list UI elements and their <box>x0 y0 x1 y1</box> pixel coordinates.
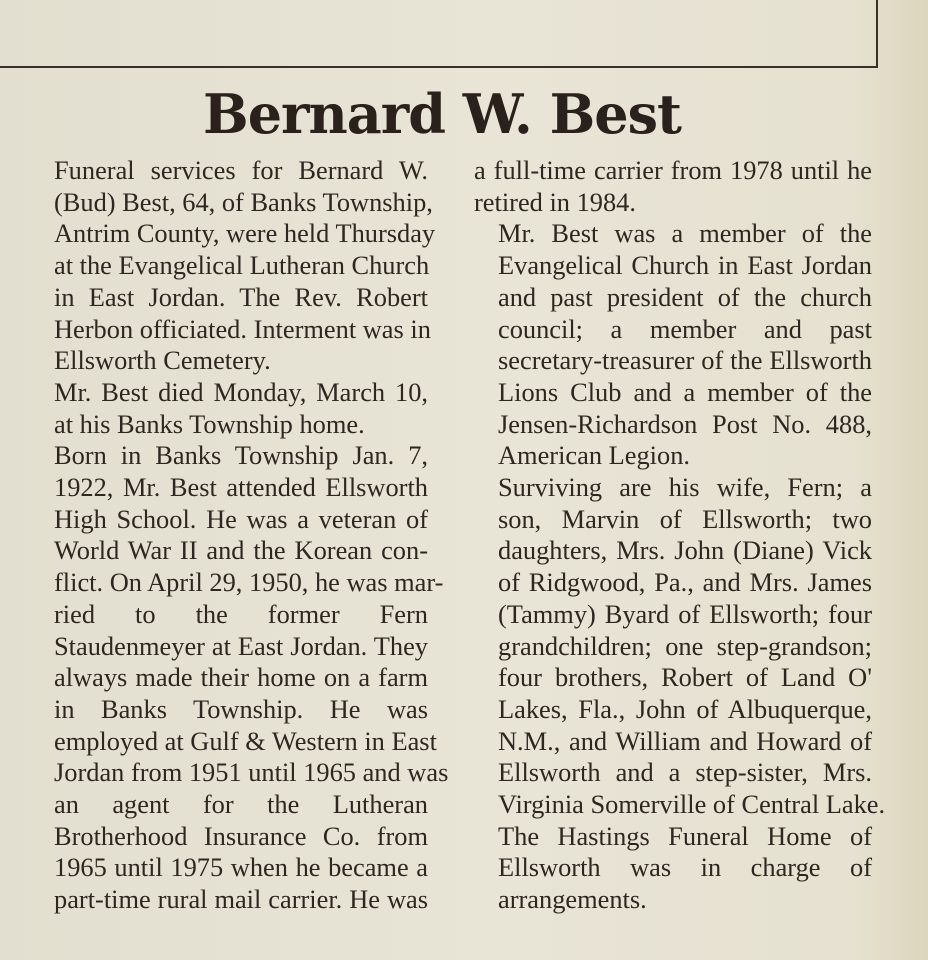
text-line: council; a member and past <box>498 313 872 344</box>
text-line: Born in Banks Township Jan. 7, <box>54 440 428 471</box>
text-line: The Hastings Funeral Home of <box>498 820 872 851</box>
text-line: Evangelical Church in East Jordan <box>498 250 872 281</box>
text-line: Brotherhood Insurance Co. from <box>54 820 428 851</box>
text-line: Surviving are his wife, Fern; a <box>498 472 872 503</box>
text-line: (Tammy) Byard of Ellsworth; four <box>498 598 872 629</box>
text-line: High School. He was a veteran of <box>54 503 428 534</box>
text-line: Antrim County, were held Thursday <box>54 218 436 249</box>
text-line: World War II and the Korean con- <box>54 535 428 566</box>
text-line: American Legion. <box>498 440 690 471</box>
text-line: part-time rural mail carrier. He was <box>54 884 428 915</box>
text-line: son, Marvin of Ellsworth; two <box>498 503 872 534</box>
paragraph-death <box>30 377 428 440</box>
text-line: a full-time carrier from 1978 until he <box>474 155 872 185</box>
paragraph-funeral-services <box>30 155 436 377</box>
text-line: at his Banks Township home. <box>54 408 365 439</box>
text-line: in East Jordan. The Rev. Robert <box>54 281 428 312</box>
text-line: Lions Club and a member of the <box>498 376 872 407</box>
previous-article-border <box>0 0 878 68</box>
text-line: an agent for the Lutheran <box>54 789 428 820</box>
text-line: 1922, Mr. Best attended Ellsworth <box>54 472 428 503</box>
text-line: Herbon officiated. Interment was in <box>54 313 431 344</box>
text-line: Ellsworth and a step-sister, Mrs. <box>498 757 872 788</box>
text-line: retired in 1984. <box>474 186 636 217</box>
text-line: grandchildren; one step-grandson; <box>498 630 872 661</box>
text-line: N.M., and William and Howard of <box>498 725 872 756</box>
paragraph-survivors <box>474 472 886 821</box>
text-line: in Banks Township. He was <box>54 693 428 724</box>
paragraph-arrangements <box>474 821 872 916</box>
text-line: at the Evangelical Lutheran Church <box>54 250 430 281</box>
text-line: (Bud) Best, 64, of Banks Township, <box>54 186 433 217</box>
text-line: flict. On April 29, 1950, he was mar- <box>54 567 444 598</box>
text-line: arrangements. <box>498 884 647 915</box>
text-line: ried to the former Fern <box>54 598 428 629</box>
paragraph-memberships <box>474 218 872 472</box>
text-line: Staudenmeyer at East Jordan. They <box>54 630 428 661</box>
text-line: always made their home on a farm <box>54 662 428 693</box>
text-line: Jensen-Richardson Post No. 488, <box>498 408 872 439</box>
text-line: of Ridgwood, Pa., and Mrs. James <box>498 567 872 598</box>
text-line: daughters, Mrs. John (Diane) Vick <box>498 535 872 566</box>
text-line: Mr. Best was a member of the <box>498 218 872 249</box>
text-line: employed at Gulf & Western in East <box>54 725 437 756</box>
paragraph-biography-continued <box>474 155 872 218</box>
text-line: Mr. Best died Monday, March 10, <box>54 376 428 407</box>
text-line: 1965 until 1975 when he became a <box>54 852 428 883</box>
paragraph-biography <box>30 440 449 916</box>
text-line: Ellsworth Cemetery. <box>54 345 271 376</box>
text-line: Ellsworth was in charge of <box>498 852 872 883</box>
text-line: Funeral services for Bernard W. <box>54 155 428 185</box>
text-line: Virginia Somerville of Central Lake. <box>498 789 886 820</box>
text-line: Jordan from 1951 until 1965 and was <box>54 757 449 788</box>
text-line: secretary-treasurer of the Ellsworth <box>498 345 872 376</box>
right-column <box>474 155 886 916</box>
text-line: and past president of the church <box>498 281 872 312</box>
text-line: four brothers, Robert of Land O' <box>498 662 872 693</box>
text-line: Lakes, Fla., John of Albuquerque, <box>498 693 872 724</box>
left-column <box>30 155 449 916</box>
obituary-headline: Bernard W. Best <box>203 82 681 146</box>
